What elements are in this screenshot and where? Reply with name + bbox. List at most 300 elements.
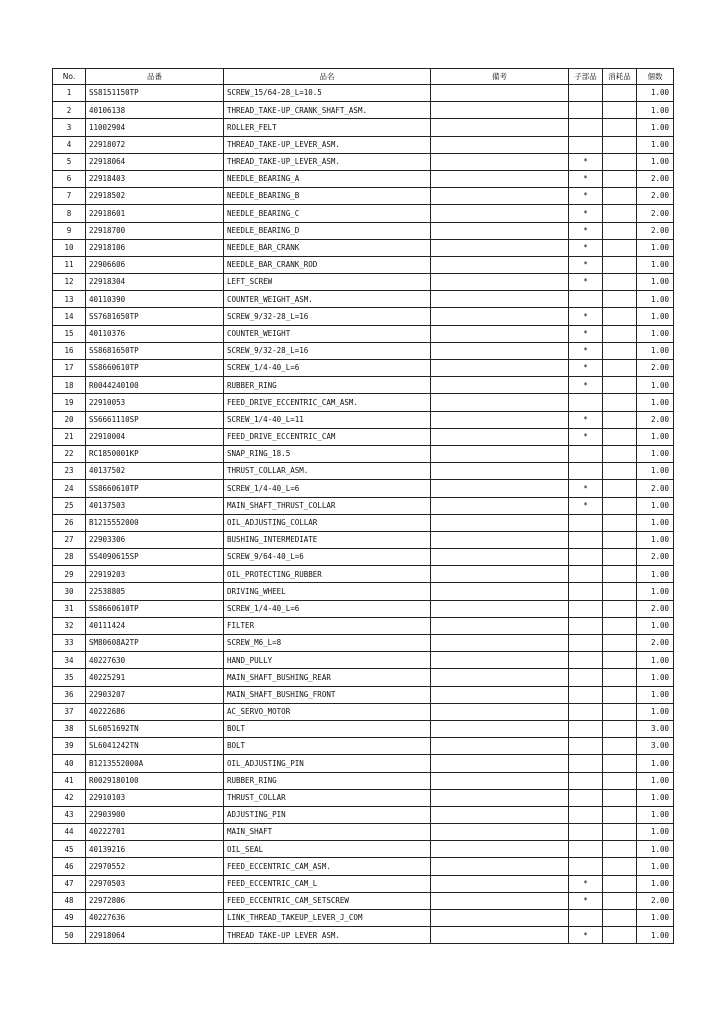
cell-part-code: 22903207 — [86, 686, 224, 703]
table-row — [53, 669, 674, 686]
cell-no: 15 — [53, 325, 86, 342]
header-remarks: 備考 — [431, 69, 569, 85]
cell-part-name: OIL_ADJUSTING_COLLAR — [224, 514, 431, 531]
cell-part-code: SS4090615SP — [86, 549, 224, 566]
table-body — [53, 85, 674, 944]
cell-part-name: SCREW_1/4-40_L=6 — [224, 600, 431, 617]
table-row — [53, 892, 674, 909]
cell-part-code: SS7681650TP — [86, 308, 224, 325]
cell-consumable-mark — [603, 772, 637, 789]
cell-sub-part-mark — [569, 720, 603, 737]
cell-consumable-mark — [603, 549, 637, 566]
cell-quantity: 1.00 — [637, 394, 674, 411]
cell-sub-part-mark — [569, 600, 603, 617]
cell-no: 28 — [53, 549, 86, 566]
cell-part-code: 22918403 — [86, 170, 224, 187]
cell-sub-part-mark — [569, 617, 603, 634]
cell-no: 14 — [53, 308, 86, 325]
cell-part-name: MAIN_SHAFT_BUSHING_FRONT — [224, 686, 431, 703]
cell-part-name: LINK_THREAD_TAKEUP_LEVER_J_COM — [224, 910, 431, 927]
cell-remarks — [431, 497, 569, 514]
cell-part-code: SL6051692TN — [86, 720, 224, 737]
cell-quantity: 1.00 — [637, 153, 674, 170]
cell-no: 30 — [53, 583, 86, 600]
cell-part-code: 40110390 — [86, 291, 224, 308]
cell-sub-part-mark — [569, 85, 603, 102]
header-consumable: 消耗品 — [603, 69, 637, 85]
table-row — [53, 377, 674, 394]
table-row — [53, 360, 674, 377]
cell-part-code: 22972806 — [86, 892, 224, 909]
cell-sub-part-mark: * — [569, 256, 603, 273]
table-row — [53, 411, 674, 428]
cell-no: 24 — [53, 480, 86, 497]
cell-consumable-mark — [603, 738, 637, 755]
parts-list-table — [52, 68, 674, 944]
cell-quantity: 1.00 — [637, 703, 674, 720]
cell-sub-part-mark — [569, 291, 603, 308]
cell-part-code: 22918064 — [86, 153, 224, 170]
cell-consumable-mark — [603, 531, 637, 548]
cell-sub-part-mark — [569, 738, 603, 755]
cell-sub-part-mark — [569, 841, 603, 858]
cell-sub-part-mark: * — [569, 428, 603, 445]
cell-quantity: 1.00 — [637, 119, 674, 136]
cell-quantity: 2.00 — [637, 411, 674, 428]
cell-remarks — [431, 910, 569, 927]
cell-quantity: 1.00 — [637, 824, 674, 841]
cell-part-name: OIL_PROTECTING_RUBBER — [224, 566, 431, 583]
table-row — [53, 239, 674, 256]
cell-quantity: 2.00 — [637, 635, 674, 652]
cell-part-name: RUBBER_RING — [224, 772, 431, 789]
cell-consumable-mark — [603, 703, 637, 720]
cell-part-code: 22918601 — [86, 205, 224, 222]
cell-remarks — [431, 153, 569, 170]
cell-quantity: 1.00 — [637, 927, 674, 944]
cell-part-code: 22906606 — [86, 256, 224, 273]
cell-quantity: 1.00 — [637, 858, 674, 875]
cell-quantity: 1.00 — [637, 239, 674, 256]
cell-no: 7 — [53, 188, 86, 205]
cell-consumable-mark — [603, 85, 637, 102]
cell-part-code: SS8681650TP — [86, 342, 224, 359]
cell-remarks — [431, 256, 569, 273]
cell-part-name: NEEDLE_BAR_CRANK — [224, 239, 431, 256]
table-row — [53, 549, 674, 566]
cell-part-code: 22918700 — [86, 222, 224, 239]
cell-part-code: 40227636 — [86, 910, 224, 927]
cell-no: 16 — [53, 342, 86, 359]
cell-remarks — [431, 377, 569, 394]
cell-consumable-mark — [603, 652, 637, 669]
cell-consumable-mark — [603, 411, 637, 428]
cell-sub-part-mark: * — [569, 927, 603, 944]
cell-no: 19 — [53, 394, 86, 411]
cell-sub-part-mark — [569, 669, 603, 686]
cell-quantity: 1.00 — [637, 85, 674, 102]
table-row — [53, 136, 674, 153]
cell-part-name: MAIN_SHAFT_BUSHING_REAR — [224, 669, 431, 686]
cell-part-code: 22903306 — [86, 531, 224, 548]
cell-no: 3 — [53, 119, 86, 136]
cell-remarks — [431, 806, 569, 823]
cell-part-code: 22919203 — [86, 566, 224, 583]
cell-remarks — [431, 445, 569, 462]
cell-consumable-mark — [603, 892, 637, 909]
cell-part-code: 40111424 — [86, 617, 224, 634]
cell-consumable-mark — [603, 720, 637, 737]
cell-part-code: 22903900 — [86, 806, 224, 823]
cell-sub-part-mark: * — [569, 274, 603, 291]
cell-part-name: THREAD TAKE-UP LEVER ASM. — [224, 927, 431, 944]
cell-sub-part-mark — [569, 566, 603, 583]
cell-part-code: 40137502 — [86, 463, 224, 480]
cell-quantity: 1.00 — [637, 136, 674, 153]
cell-sub-part-mark: * — [569, 377, 603, 394]
cell-no: 21 — [53, 428, 86, 445]
cell-remarks — [431, 841, 569, 858]
cell-no: 40 — [53, 755, 86, 772]
cell-no: 1 — [53, 85, 86, 102]
cell-consumable-mark — [603, 377, 637, 394]
table-row — [53, 686, 674, 703]
cell-no: 20 — [53, 411, 86, 428]
cell-sub-part-mark — [569, 463, 603, 480]
cell-part-code: 22910004 — [86, 428, 224, 445]
cell-part-name: ADJUSTING_PIN — [224, 806, 431, 823]
cell-part-name: SCREW_9/32-28_L=16 — [224, 308, 431, 325]
cell-quantity: 1.00 — [637, 308, 674, 325]
cell-quantity: 3.00 — [637, 738, 674, 755]
cell-part-code: B1213552000A — [86, 755, 224, 772]
table-row — [53, 566, 674, 583]
cell-remarks — [431, 635, 569, 652]
cell-quantity: 1.00 — [637, 102, 674, 119]
cell-sub-part-mark: * — [569, 205, 603, 222]
cell-no: 39 — [53, 738, 86, 755]
table-row — [53, 824, 674, 841]
table-row — [53, 652, 674, 669]
cell-part-name: FEED_DRIVE_ECCENTRIC_CAM — [224, 428, 431, 445]
cell-no: 17 — [53, 360, 86, 377]
cell-remarks — [431, 119, 569, 136]
table-row — [53, 85, 674, 102]
cell-sub-part-mark — [569, 772, 603, 789]
cell-quantity: 1.00 — [637, 274, 674, 291]
cell-consumable-mark — [603, 755, 637, 772]
cell-part-code: B1215552000 — [86, 514, 224, 531]
table-row — [53, 806, 674, 823]
table-row — [53, 342, 674, 359]
cell-remarks — [431, 789, 569, 806]
cell-part-name: COUNTER_WEIGHT — [224, 325, 431, 342]
cell-sub-part-mark — [569, 514, 603, 531]
cell-remarks — [431, 824, 569, 841]
cell-consumable-mark — [603, 136, 637, 153]
cell-part-name: DRIVING_WHEEL — [224, 583, 431, 600]
cell-part-code: 22970503 — [86, 875, 224, 892]
cell-quantity: 1.00 — [637, 669, 674, 686]
table-row — [53, 789, 674, 806]
cell-consumable-mark — [603, 360, 637, 377]
cell-part-name: SCREW_1/4-40_L=6 — [224, 480, 431, 497]
table-row — [53, 875, 674, 892]
cell-part-code: SS6661110SP — [86, 411, 224, 428]
cell-no: 5 — [53, 153, 86, 170]
cell-remarks — [431, 239, 569, 256]
cell-part-name: THRUST_COLLAR — [224, 789, 431, 806]
header-sub-part: 子部品 — [569, 69, 603, 85]
cell-part-name: FEED_ECCENTRIC_CAM_L — [224, 875, 431, 892]
cell-part-name: NEEDLE_BEARING_A — [224, 170, 431, 187]
cell-consumable-mark — [603, 274, 637, 291]
cell-part-name: FEED_ECCENTRIC_CAM_ASM. — [224, 858, 431, 875]
table-row — [53, 205, 674, 222]
cell-sub-part-mark — [569, 703, 603, 720]
cell-consumable-mark — [603, 205, 637, 222]
table-row — [53, 514, 674, 531]
table-row — [53, 772, 674, 789]
cell-part-code: 22538805 — [86, 583, 224, 600]
cell-quantity: 1.00 — [637, 497, 674, 514]
cell-quantity: 1.00 — [637, 652, 674, 669]
cell-remarks — [431, 617, 569, 634]
cell-no: 45 — [53, 841, 86, 858]
cell-part-name: NEEDLE_BEARING_C — [224, 205, 431, 222]
cell-consumable-mark — [603, 686, 637, 703]
header-part-code: 品番 — [86, 69, 224, 85]
cell-part-code: SS8151150TP — [86, 85, 224, 102]
cell-remarks — [431, 222, 569, 239]
cell-consumable-mark — [603, 188, 637, 205]
cell-remarks — [431, 480, 569, 497]
cell-part-code: SS8660610TP — [86, 600, 224, 617]
cell-consumable-mark — [603, 824, 637, 841]
cell-no: 35 — [53, 669, 86, 686]
cell-quantity: 2.00 — [637, 188, 674, 205]
cell-no: 43 — [53, 806, 86, 823]
cell-part-name: ROLLER_FELT — [224, 119, 431, 136]
cell-no: 50 — [53, 927, 86, 944]
table-row — [53, 102, 674, 119]
cell-part-name: OIL_ADJUSTING_PIN — [224, 755, 431, 772]
cell-remarks — [431, 686, 569, 703]
cell-part-name: SCREW_1/4-40_L=11 — [224, 411, 431, 428]
cell-consumable-mark — [603, 428, 637, 445]
cell-part-name: BOLT — [224, 738, 431, 755]
cell-consumable-mark — [603, 927, 637, 944]
cell-quantity: 2.00 — [637, 892, 674, 909]
cell-sub-part-mark — [569, 824, 603, 841]
cell-no: 12 — [53, 274, 86, 291]
cell-sub-part-mark: * — [569, 308, 603, 325]
cell-no: 32 — [53, 617, 86, 634]
cell-part-code: 22910103 — [86, 789, 224, 806]
table-row — [53, 531, 674, 548]
table-row — [53, 738, 674, 755]
cell-remarks — [431, 342, 569, 359]
cell-remarks — [431, 652, 569, 669]
table-row — [53, 291, 674, 308]
cell-part-name: SCREW_15/64-28_L=10.5 — [224, 85, 431, 102]
cell-consumable-mark — [603, 497, 637, 514]
cell-no: 9 — [53, 222, 86, 239]
cell-part-code: 40106138 — [86, 102, 224, 119]
cell-remarks — [431, 875, 569, 892]
cell-consumable-mark — [603, 789, 637, 806]
cell-no: 18 — [53, 377, 86, 394]
cell-no: 6 — [53, 170, 86, 187]
cell-no: 47 — [53, 875, 86, 892]
cell-part-code: SS8660610TP — [86, 480, 224, 497]
cell-sub-part-mark: * — [569, 360, 603, 377]
cell-part-code: 22918106 — [86, 239, 224, 256]
table-row — [53, 910, 674, 927]
cell-part-name: NEEDLE_BAR_CRANK_ROD — [224, 256, 431, 273]
cell-remarks — [431, 102, 569, 119]
table-row — [53, 394, 674, 411]
cell-consumable-mark — [603, 153, 637, 170]
cell-consumable-mark — [603, 342, 637, 359]
cell-quantity: 1.00 — [637, 256, 674, 273]
cell-quantity: 1.00 — [637, 325, 674, 342]
cell-remarks — [431, 514, 569, 531]
cell-remarks — [431, 360, 569, 377]
cell-no: 8 — [53, 205, 86, 222]
cell-no: 42 — [53, 789, 86, 806]
cell-sub-part-mark: * — [569, 170, 603, 187]
cell-part-name: SCREW_9/64-40_L=6 — [224, 549, 431, 566]
cell-no: 34 — [53, 652, 86, 669]
cell-part-code: 22970552 — [86, 858, 224, 875]
cell-quantity: 1.00 — [637, 531, 674, 548]
cell-part-name: THREAD_TAKE-UP_CRANK_SHAFT_ASM. — [224, 102, 431, 119]
cell-remarks — [431, 170, 569, 187]
cell-part-code: SM80608A2TP — [86, 635, 224, 652]
cell-part-code: SS8660610TP — [86, 360, 224, 377]
table-row — [53, 222, 674, 239]
cell-sub-part-mark — [569, 789, 603, 806]
cell-sub-part-mark: * — [569, 239, 603, 256]
cell-quantity: 1.00 — [637, 428, 674, 445]
cell-sub-part-mark — [569, 686, 603, 703]
cell-consumable-mark — [603, 806, 637, 823]
cell-sub-part-mark: * — [569, 497, 603, 514]
cell-part-name: SCREW_1/4-40_L=6 — [224, 360, 431, 377]
cell-part-code: 22918064 — [86, 927, 224, 944]
cell-consumable-mark — [603, 445, 637, 462]
cell-remarks — [431, 927, 569, 944]
table-row — [53, 445, 674, 462]
cell-no: 26 — [53, 514, 86, 531]
cell-quantity: 1.00 — [637, 342, 674, 359]
cell-consumable-mark — [603, 119, 637, 136]
cell-sub-part-mark — [569, 136, 603, 153]
cell-quantity: 1.00 — [637, 789, 674, 806]
table-row — [53, 308, 674, 325]
cell-consumable-mark — [603, 858, 637, 875]
cell-consumable-mark — [603, 514, 637, 531]
table-row — [53, 480, 674, 497]
cell-quantity: 1.00 — [637, 841, 674, 858]
cell-no: 49 — [53, 910, 86, 927]
cell-no: 25 — [53, 497, 86, 514]
header-part-name: 品名 — [224, 69, 431, 85]
cell-quantity: 2.00 — [637, 205, 674, 222]
cell-part-name: RUBBER_RING — [224, 377, 431, 394]
cell-no: 22 — [53, 445, 86, 462]
cell-quantity: 1.00 — [637, 445, 674, 462]
table-row — [53, 755, 674, 772]
cell-consumable-mark — [603, 325, 637, 342]
cell-part-name: THREAD_TAKE-UP_LEVER_ASM. — [224, 136, 431, 153]
cell-quantity: 1.00 — [637, 772, 674, 789]
cell-sub-part-mark: * — [569, 188, 603, 205]
cell-sub-part-mark: * — [569, 875, 603, 892]
cell-part-name: BOLT — [224, 720, 431, 737]
cell-part-code: 40110376 — [86, 325, 224, 342]
cell-consumable-mark — [603, 291, 637, 308]
table-row — [53, 188, 674, 205]
cell-part-name: SNAP_RING_18.5 — [224, 445, 431, 462]
cell-quantity: 2.00 — [637, 170, 674, 187]
cell-consumable-mark — [603, 583, 637, 600]
cell-part-name: NEEDLE_BEARING_B — [224, 188, 431, 205]
cell-consumable-mark — [603, 875, 637, 892]
cell-remarks — [431, 463, 569, 480]
table-row — [53, 841, 674, 858]
cell-part-name: THREAD_TAKE-UP_LEVER_ASM. — [224, 153, 431, 170]
table-row — [53, 463, 674, 480]
table-row — [53, 153, 674, 170]
cell-part-name: THRUST_COLLAR_ASM. — [224, 463, 431, 480]
cell-sub-part-mark: * — [569, 892, 603, 909]
cell-part-name: SCREW_M6_L=8 — [224, 635, 431, 652]
cell-part-code: 22918304 — [86, 274, 224, 291]
cell-no: 31 — [53, 600, 86, 617]
cell-sub-part-mark — [569, 806, 603, 823]
cell-no: 4 — [53, 136, 86, 153]
cell-part-name: MAIN_SHAFT — [224, 824, 431, 841]
cell-consumable-mark — [603, 239, 637, 256]
cell-no: 13 — [53, 291, 86, 308]
cell-consumable-mark — [603, 102, 637, 119]
table-row — [53, 170, 674, 187]
cell-remarks — [431, 136, 569, 153]
table-row — [53, 583, 674, 600]
cell-part-name: FEED_DRIVE_ECCENTRIC_CAM_ASM. — [224, 394, 431, 411]
cell-no: 37 — [53, 703, 86, 720]
cell-consumable-mark — [603, 222, 637, 239]
cell-consumable-mark — [603, 910, 637, 927]
cell-part-code: 40222686 — [86, 703, 224, 720]
cell-remarks — [431, 205, 569, 222]
cell-sub-part-mark: * — [569, 480, 603, 497]
cell-remarks — [431, 720, 569, 737]
cell-sub-part-mark — [569, 910, 603, 927]
cell-quantity: 1.00 — [637, 463, 674, 480]
cell-sub-part-mark: * — [569, 153, 603, 170]
table-row — [53, 256, 674, 273]
cell-quantity: 1.00 — [637, 875, 674, 892]
cell-sub-part-mark: * — [569, 325, 603, 342]
cell-sub-part-mark — [569, 531, 603, 548]
cell-no: 10 — [53, 239, 86, 256]
cell-consumable-mark — [603, 841, 637, 858]
cell-remarks — [431, 394, 569, 411]
cell-no: 38 — [53, 720, 86, 737]
